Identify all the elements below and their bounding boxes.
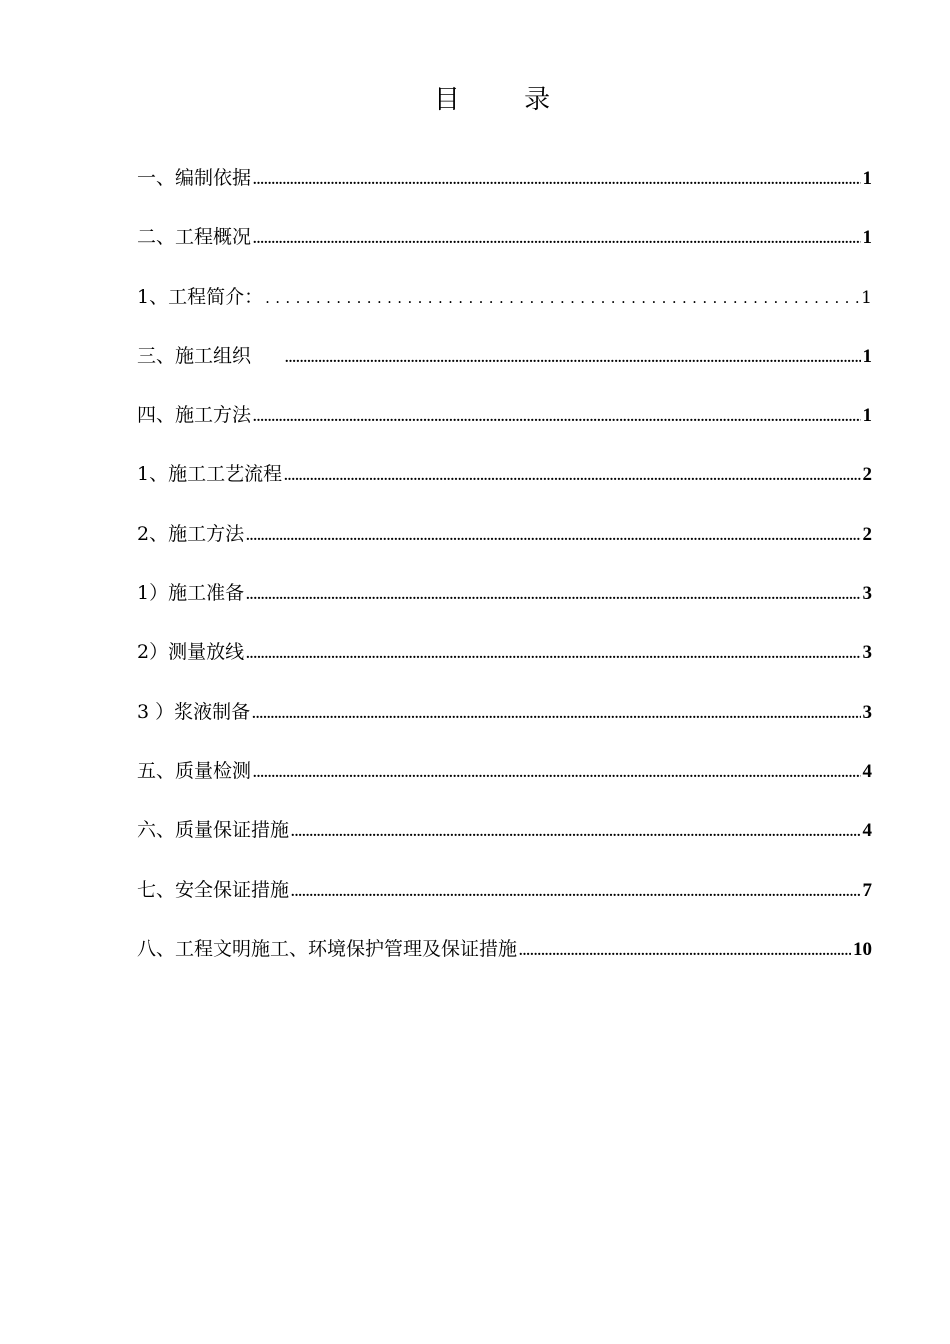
toc-entry-label: 八、工程文明施工、环境保护管理及保证措施 (137, 937, 518, 960)
toc-entry[interactable] (137, 514, 872, 573)
toc-page-number: 4 (862, 820, 872, 842)
toc-page-number: 2 (862, 523, 872, 545)
toc-entry[interactable] (137, 158, 872, 217)
toc-page-number: 3 (862, 642, 872, 664)
toc-entry[interactable] (137, 632, 872, 691)
toc-list (137, 158, 872, 988)
toc-dot-leader (252, 695, 860, 735)
toc-entry[interactable] (137, 395, 872, 454)
toc-entry-label: 1、工程简介： (137, 285, 264, 308)
toc-entry[interactable] (137, 217, 872, 276)
toc-page-number: 1 (862, 405, 872, 427)
toc-dot-leader (246, 517, 860, 557)
toc-entry[interactable] (137, 692, 872, 751)
toc-entry[interactable] (137, 870, 872, 929)
toc-entry[interactable] (137, 573, 872, 632)
toc-page-number: 2 (862, 464, 872, 486)
toc-page-number: 4 (862, 760, 872, 782)
toc-dot-leader (253, 398, 860, 438)
toc-page-number: 10 (853, 938, 872, 960)
toc-entry[interactable] (137, 336, 872, 395)
toc-entry-label: 3 ）浆液制备 (137, 700, 251, 723)
toc-entry-label: 1、施工工艺流程 (137, 463, 283, 486)
toc-entry[interactable] (137, 454, 872, 513)
toc-entry-label: 三、施工组织 (137, 344, 252, 367)
toc-entry-label: 六、质量保证措施 (137, 819, 290, 842)
toc-page-number: 3 (862, 583, 872, 605)
toc-entry-label: 一、编制依据 (137, 167, 252, 189)
toc-page-number: 1 (862, 227, 872, 249)
toc-entry[interactable] (137, 751, 872, 810)
toc-entry-label: 2）测量放线 (137, 641, 245, 664)
toc-entry-label: 七、安全保证措施 (137, 878, 290, 901)
toc-dot-leader (253, 161, 860, 201)
toc-dot-leader (253, 220, 860, 260)
toc-entry-label: 五、质量检测 (137, 759, 252, 782)
toc-dot-leader (284, 457, 860, 497)
toc-dot-leader (246, 635, 860, 675)
toc-entry-label: 1）施工准备 (137, 582, 245, 605)
toc-dot-leader (285, 339, 860, 379)
toc-dot-leader (519, 932, 851, 972)
toc-page-number: 1 (862, 345, 872, 367)
toc-dot-leader (265, 278, 859, 318)
toc-dot-leader (291, 873, 860, 913)
toc-dot-leader (291, 813, 860, 853)
toc-page-number: 7 (862, 879, 872, 901)
toc-entry-label: 二、工程概况 (137, 226, 252, 249)
toc-page-number: 1 (861, 287, 872, 308)
toc-entry-label: 四、施工方法 (137, 404, 252, 427)
toc-title: 目 录 (433, 85, 579, 115)
toc-entry[interactable] (137, 810, 872, 869)
toc-entry[interactable] (137, 929, 872, 988)
toc-page-number: 1 (862, 168, 872, 189)
toc-entry[interactable] (137, 277, 872, 336)
toc-page-number: 3 (862, 701, 872, 723)
toc-dot-leader (253, 754, 860, 794)
toc-entry-label: 2、施工方法 (137, 522, 245, 545)
toc-dot-leader (246, 576, 860, 616)
